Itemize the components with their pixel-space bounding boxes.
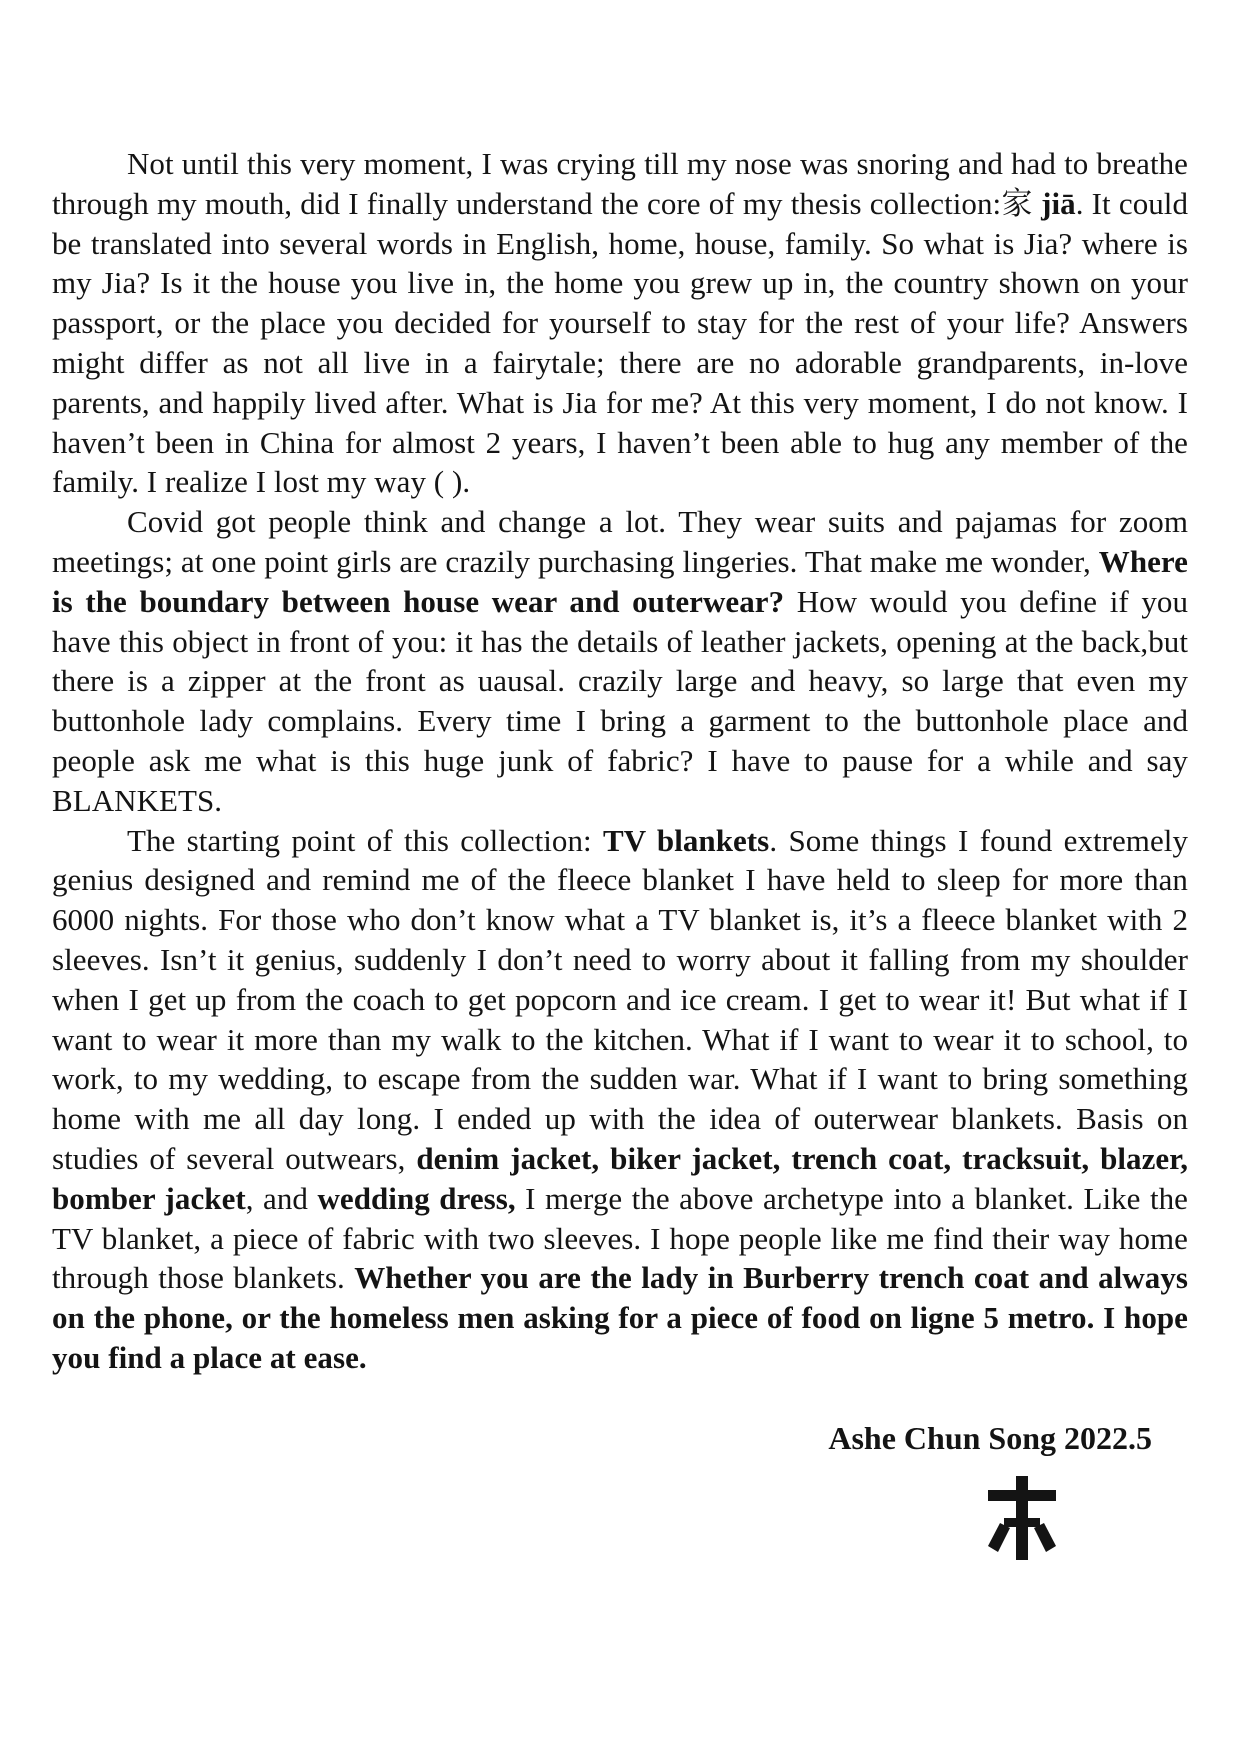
text-segment-bold: jiā (1041, 185, 1076, 221)
text-segment: The starting point of this collection: (127, 822, 603, 858)
text-segment-bold: wedding dress, (317, 1180, 516, 1216)
text-segment: . Some things I found extremely genius designed and remind me of the fleece blanket I have held to sleep for more than 6000 nights. For those who don’t know what a TV blanket is, it’s a fleece blanket with 2 sleeves. Isn’t it genius, suddenly I don’t need to worry about it falling from my shoulder when I get up from the coach to get popcorn and ice cream. I get to wear it! But what if I want to wear it more than my walk to the kitchen. What if I want to wear it to school, to work, to my wedding, to escape from the sudden war. What if I want to bring something home with me all day long. I ended up with the idea of outerwear blankets. Basis on studies of several outwears, (52, 822, 1188, 1176)
text-segment-bold: Where is the boundary between house wear and outerwear? (52, 543, 1188, 619)
text-segment-bold: TV blankets (602, 822, 770, 858)
text-segment: I merge the above archetype into a blanket. Like the TV blanket, a piece of fabric with two sleeves. I hope people like me find their way home through those blankets. (52, 1180, 1188, 1296)
text-segment: How would you define if you have this object in front of you: it has the details of leather jackets, opening at the back,but there is a zipper at the front as uausal. crazily large and heavy, so large that even my buttonhole lady complains. Every time I bring a garment to the buttonhole place and people ask me what is this huge junk of fabric? I have to pause for a while and say BLANKETS. (52, 583, 1188, 818)
paragraph-3 (52, 821, 1188, 1378)
text-segment: Not until this very moment, I was crying till my nose was snoring and had to breathe through my mouth, did I finally understand the core of my thesis collection:家 (52, 146, 1188, 221)
text-segment-bold: Whether you are the lady in Burberry trench coat and always on the phone, or the homeless men asking for a piece of food on ligne 5 metro. I hope you find a place at ease. (52, 1260, 1188, 1375)
paragraph-2 (52, 502, 1188, 820)
text-segment: Covid got people think and change a lot. They wear suits and pajamas for zoom meetings; at one point girls are crazily purchasing lingeries. That make me wonder, (52, 504, 1188, 579)
seal-glyph-icon (986, 1476, 1058, 1560)
text-segment-bold: denim jacket, biker jacket, trench coat, tracksuit, blazer, bomber jacket (52, 1140, 1188, 1216)
text-segment: , and (245, 1180, 318, 1216)
paragraph-1 (52, 144, 1188, 502)
author-signature: Ashe Chun Song 2022.5 (828, 1420, 1152, 1456)
essay-body (52, 144, 1188, 1378)
text-segment: . It could be translated into several words in English, home, house, family. So what is Jia? where is my Jia? Is it the house you live in, the home you grew up in, the country shown on your passport, or the place you decided for yourself to stay for the rest of your life? Answers might differ as not all live in a fairytale; there are no adorable grandparents, in-love parents, and happily lived after. What is Jia for me? At this very moment, I do not know. I haven’t been in China for almost 2 years, I haven’t been able to hug any member of the family. I realize I lost my way ( ). (52, 185, 1189, 500)
